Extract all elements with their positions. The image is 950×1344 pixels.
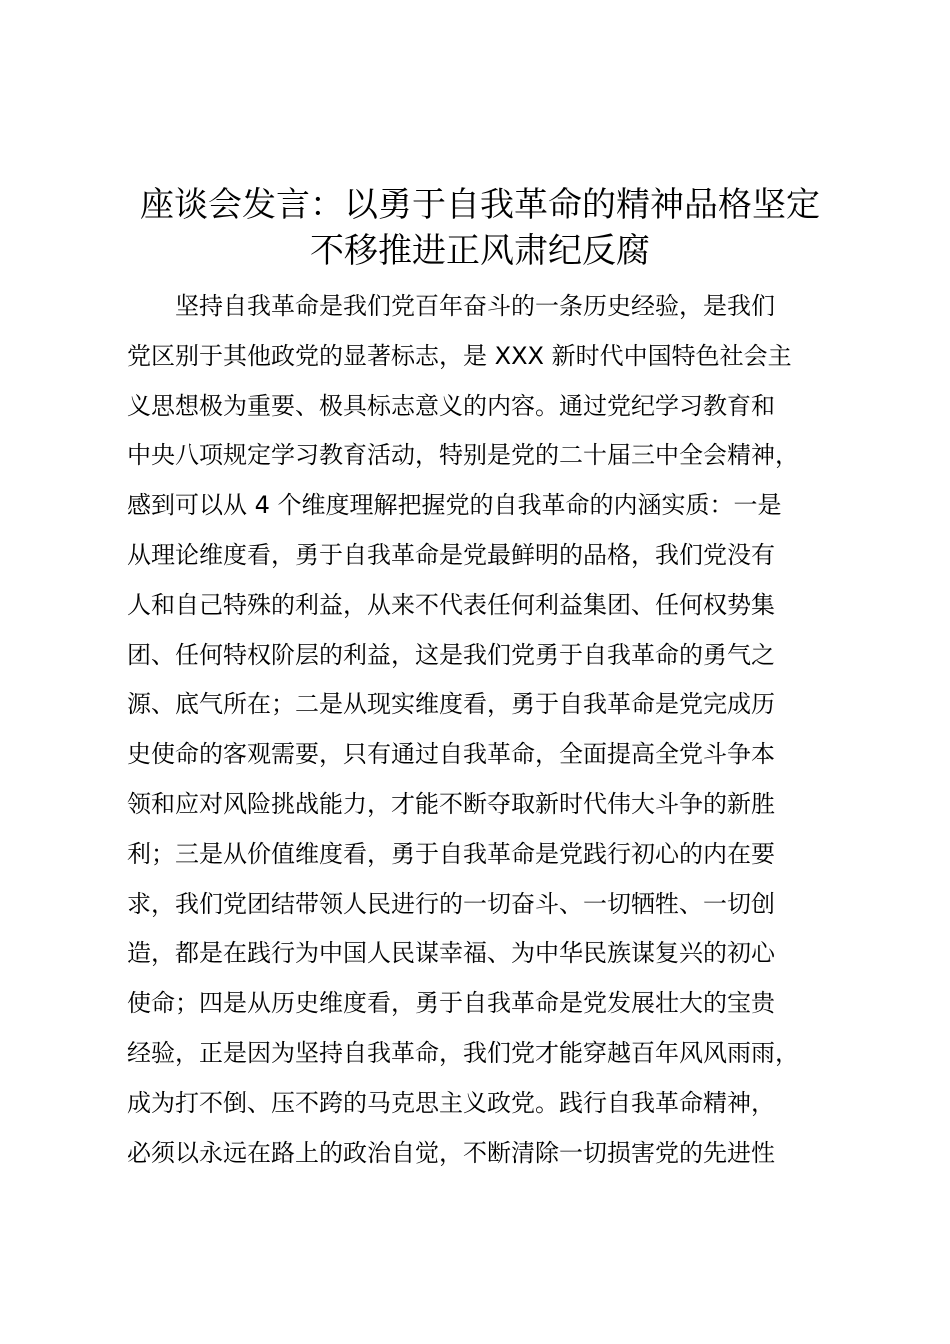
body-line: 成为打不倒、压不跨的马克思主义政党。践行自我革命精神，	[127, 1088, 775, 1117]
body-line: 团、任何特权阶层的利益，这是我们党勇于自我革命的勇气之	[127, 640, 775, 669]
body-line: 史使命的客观需要，只有通过自我革命，全面提高全党斗争本	[127, 740, 775, 769]
body-line: 感到可以从 4 个维度理解把握党的自我革命的内涵实质：一是	[127, 491, 782, 520]
body-line: 坚持自我革命是我们党百年奋斗的一条历史经验，是我们	[175, 292, 775, 320]
title-line-2: 不移推进正风肃纪反腐	[310, 231, 650, 271]
document-title	[110, 182, 850, 274]
body-line: 造，都是在践行为中国人民谋幸福、为中华民族谋复兴的初心	[127, 939, 775, 968]
body-line: 从理论维度看，勇于自我革命是党最鲜明的品格，我们党没有	[127, 540, 775, 569]
body-line: 求，我们党团结带领人民进行的一切奋斗、一切牺牲、一切创	[127, 889, 775, 918]
body-line: 经验，正是因为坚持自我革命，我们党才能穿越百年风风雨雨，	[127, 1038, 799, 1067]
body-line: 利；三是从价值维度看，勇于自我革命是党践行初心的内在要	[127, 839, 775, 868]
body-line: 中央八项规定学习教育活动，特别是党的二十届三中全会精神，	[127, 441, 799, 470]
title-line-1: 座谈会发言：以勇于自我革命的精神品格坚定	[140, 185, 820, 225]
body-line: 人和自己特殊的利益，从来不代表任何利益集团、任何权势集	[127, 590, 775, 619]
body-line: 义思想极为重要、极具标志意义的内容。通过党纪学习教育和	[127, 391, 775, 420]
body-line: 源、底气所在；二是从现实维度看，勇于自我革命是党完成历	[127, 690, 775, 719]
body-line: 党区别于其他政党的显著标志，是 XXX 新时代中国特色社会主	[127, 341, 792, 370]
body-line: 必须以永远在路上的政治自觉，不断清除一切损害党的先进性	[127, 1138, 775, 1167]
document-body	[127, 282, 867, 1178]
body-line: 使命；四是从历史维度看，勇于自我革命是党发展壮大的宝贵	[127, 989, 775, 1018]
body-line: 领和应对风险挑战能力，才能不断夺取新时代伟大斗争的新胜	[127, 789, 775, 818]
